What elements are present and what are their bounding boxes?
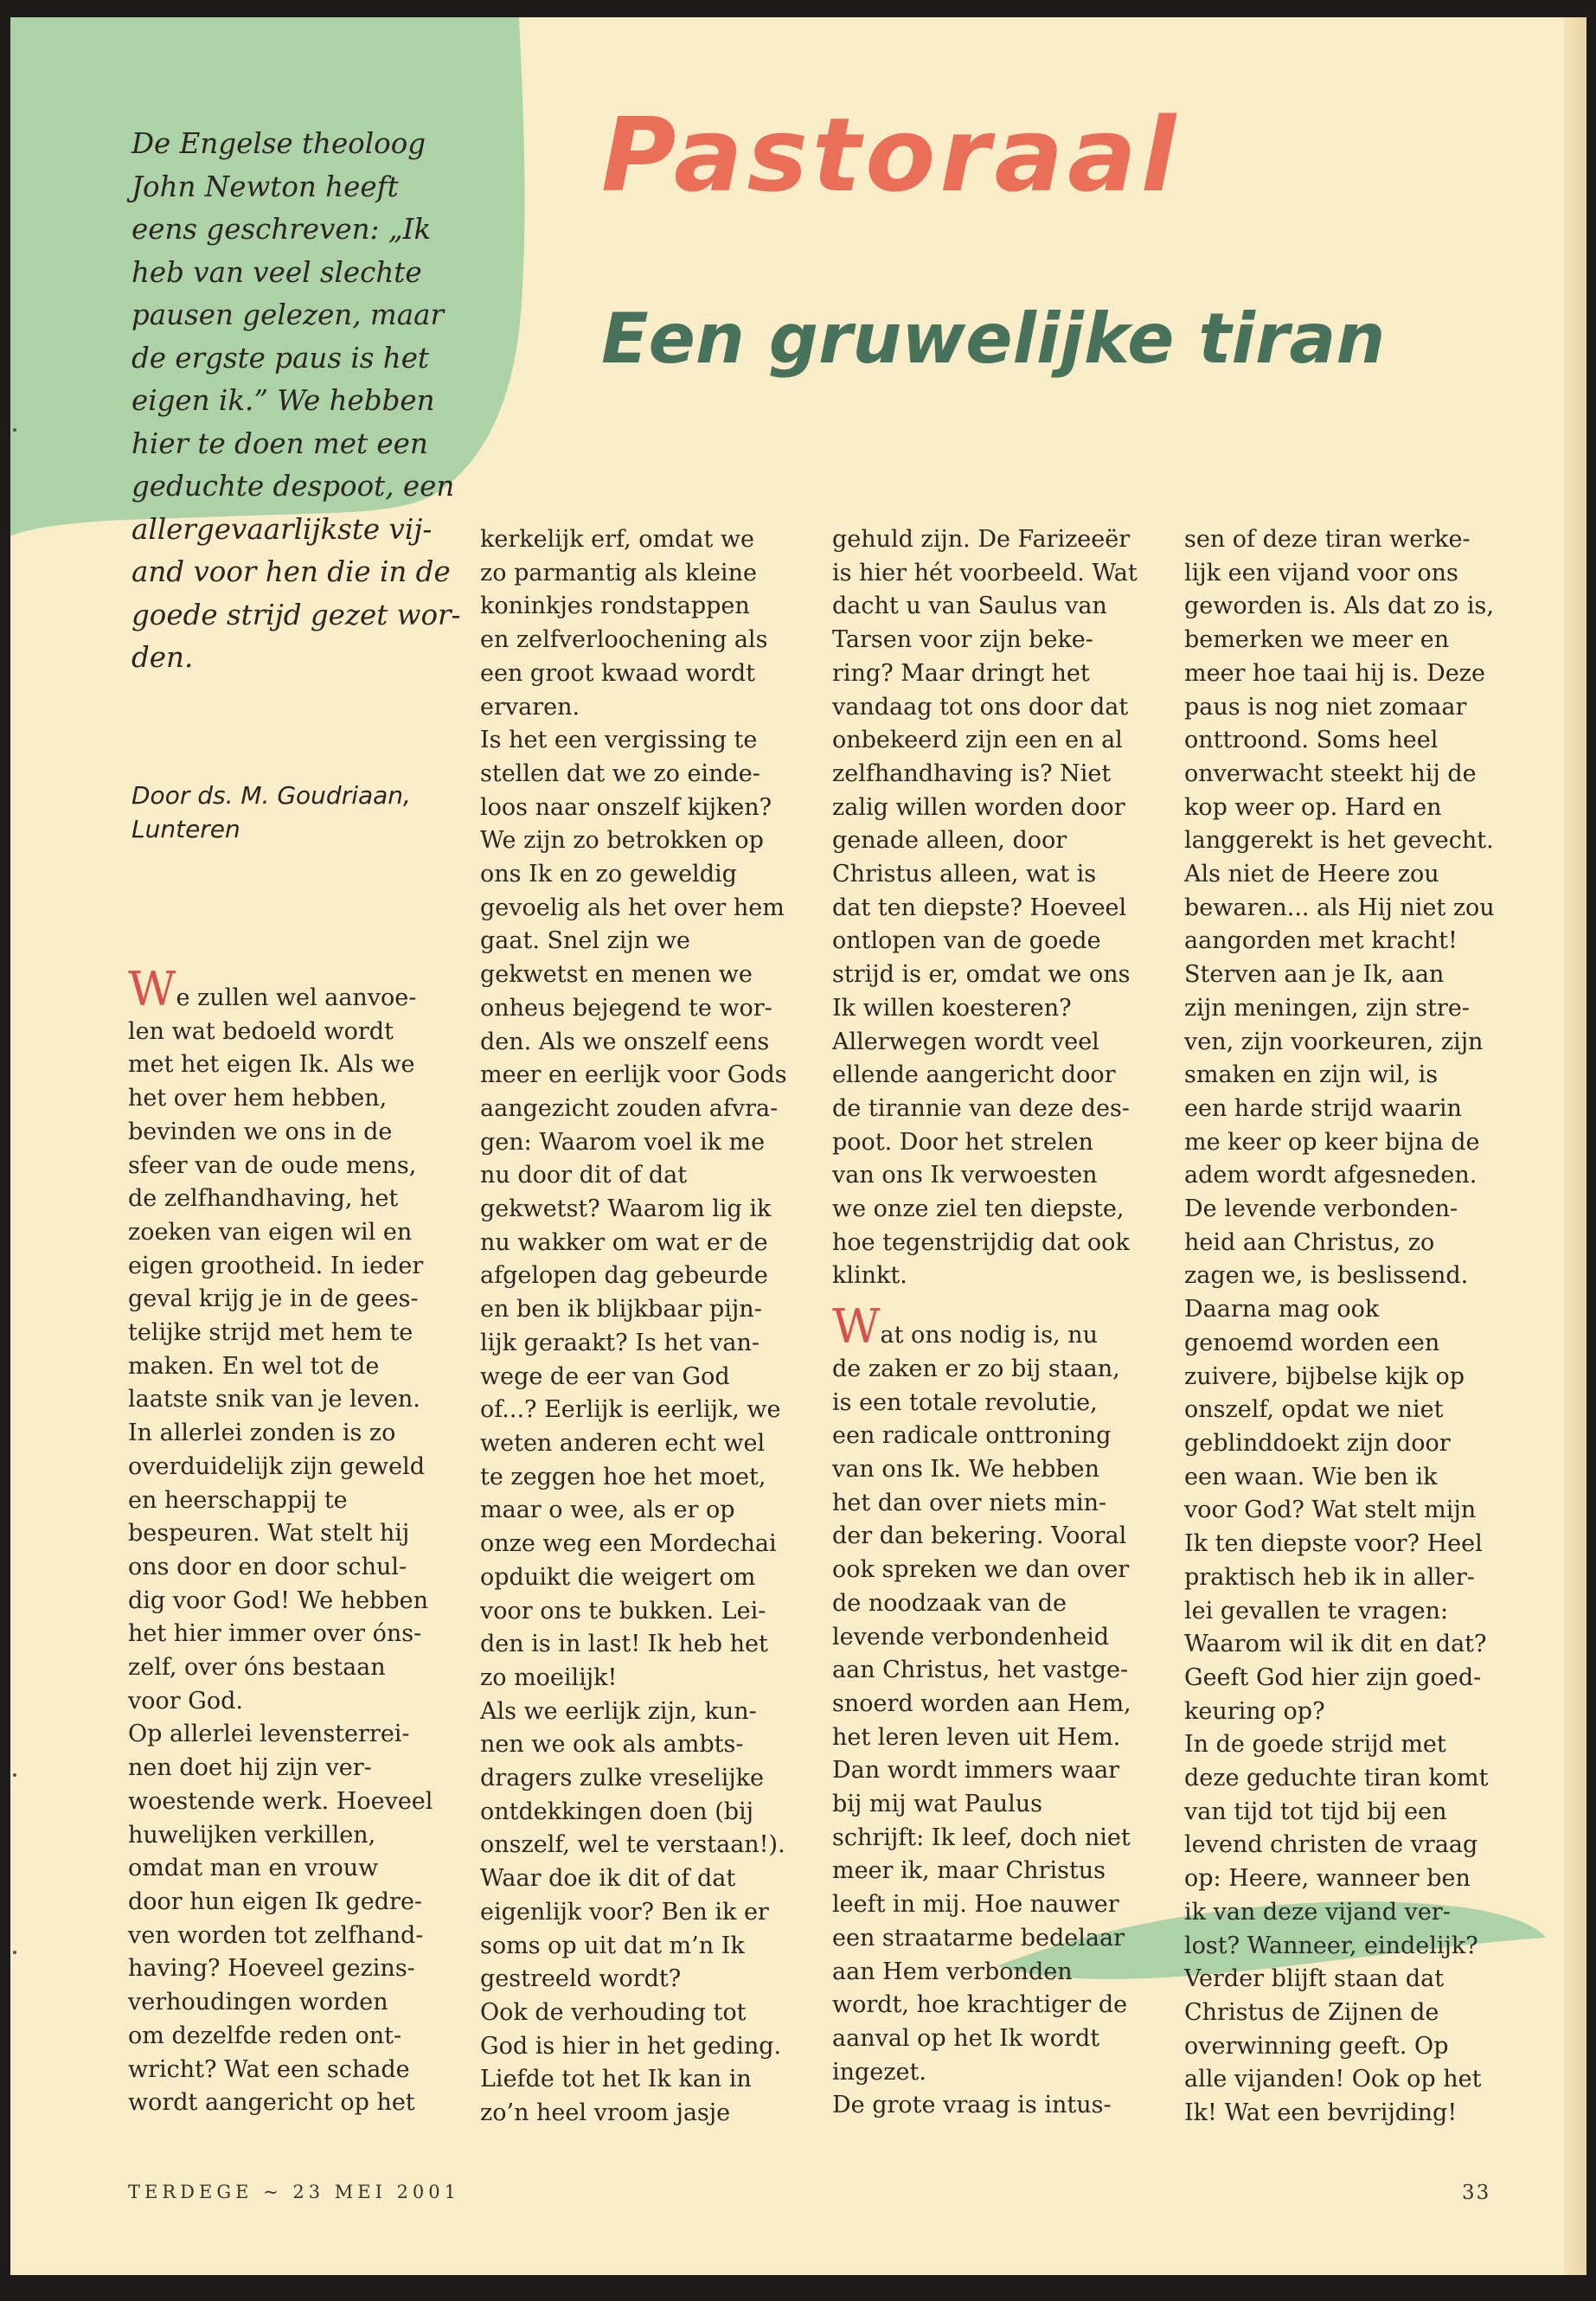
- intro-paragraph: De Engelse theoloog John Newton heeft eens geschreven: „Ik heb van veel slechte pausen gelezen, maar de ergste paus is het eigen ik.” We hebben hier te doen met een geduchte despoot, een allergevaarlijkste vij- and voor hen die in de goede strijd gezet wor- den.: [131, 127, 461, 674]
- body-column-1: [128, 962, 433, 2120]
- body-column-4: sen of deze tiran werke- lijk een vijand voor ons geworden is. Als dat zo is, bemerken we meer en meer hoe taai hij is. Deze paus is nog niet zomaar onttroond. Soms heel onverwacht steekt hij de kop weer op. Hard en langgerekt is het gevecht. Als niet de Heere zou bewaren... als Hij niet zou aangorden met kracht! Sterven aan je Ik, aan zijn meningen, zijn stre- ven, zijn voorkeuren, zijn smaken en zijn wil, is een harde strijd waarin me keer op keer bijna de adem wordt afgesneden. De levende verbonden- heid aan Christus, zo zagen we, is beslissend. Daarna mag ook genoemd worden een zuivere, bijbelse kijk op onszelf, opdat we niet geblinddoekt zijn door een waan. Wie ben ik voor God? Wat stelt mijn Ik ten diepste voor? Heel praktisch heb ik in aller- lei gevallen te vragen: Waarom wil ik dit en dat? Geeft God hier zijn goed- keuring op? In de goede strijd met deze geduchte tiran komt van tijd tot tijd bij een levend christen de vraag op: Heere, wanneer ben ik van deze vijand ver- lost? Wanneer, eindelijk? Verder blijft staan dat Christus de Zijnen de overwinning geeft. Op alle vijanden! Ook op het Ik! Wat een bevrijding!: [1184, 526, 1495, 2127]
- binding-mark: [13, 1951, 16, 1954]
- binding-mark: [13, 428, 16, 432]
- column-3-text-a: gehuld zijn. De Farizeeër is hier hét voorbeeld. Wat dacht u van Saulus van Tarsen voor zijn beke- ring? Maar dringt het vandaag tot ons door dat onbekeerd zijn een en al zelfhandhaving is? Niet zalig willen worden door genade alleen, door Christus alleen, wat is dat ten diepste? Hoeveel ontlopen van de goede strijd is er, omdat we ons Ik willen koesteren? Allerwegen wordt veel ellende aangericht door de tirannie van deze des- poot. Door het strelen van ons Ik verwoesten we onze ziel ten diepste, hoe tegenstrijdig dat ook klinkt.: [832, 526, 1138, 1290]
- publication-footer: TERDEGE ~ 23 MEI 2001: [128, 2182, 461, 2202]
- body-column-3: [832, 523, 1138, 2123]
- drop-cap: W: [128, 962, 176, 1016]
- drop-cap: W: [832, 1299, 881, 1355]
- section-title: Pastoraal: [601, 95, 1181, 215]
- page-number: 33: [1462, 2182, 1491, 2204]
- magazine-page: [10, 17, 1586, 2275]
- column-3-text-b: at ons nodig is, nu de zaken er zo bij staan, is een totale revolutie, een radicale onttroning van ons Ik. We hebben het dan over niets min- der dan bekering. Vooral ook spreken we dan over de noodzaak van de levende verbondenheid aan Christus, het vastge- snoerd worden aan Hem, het leren leven uit Hem. Dan wordt immers waar bij mij wat Paulus schrijft: Ik leef, doch niet meer ik, maar Christus leeft in mij. Hoe nauwer een straatarme bedelaar aan Hem verbonden wordt, hoe krachtiger de aanval op het Ik wordt ingezet. De grote vraag is intus-: [832, 1322, 1131, 2119]
- author-byline: Door ds. M. Goudriaan, Lunteren: [131, 781, 411, 843]
- binding-mark: [13, 1773, 16, 1777]
- column-1-text: e zullen wel aanvoe- len wat bedoeld wordt met het eigen Ik. Als we het over hem hebben, bevinden we ons in de sfeer van de oude mens, de zelfhandhaving, het zoeken van eigen wil en eigen grootheid. In ieder geval krijg je in de gees- telijke strijd met hem te maken. En wel tot de laatste snik van je leven. In allerlei zonden is zo overduidelijk zijn geweld en heerschappij te bespeuren. Wat stelt hij ons door en door schul- dig voor God! We hebben het hier immer over óns- zelf, over óns bestaan voor God. Op allerlei levensterrei- nen doet hij zijn ver- woestende werk. Hoeveel huwelijken verkillen, omdat man en vrouw door hun eigen Ik gedre- ven worden tot zelfhand- having? Hoeveel gezins- verhoudingen worden om dezelfde reden ont- wricht? Wat een schade wordt aangericht op het: [128, 984, 433, 2117]
- article-title: Een gruwelijke tiran: [601, 298, 1386, 379]
- body-column-2: kerkelijk erf, omdat we zo parmantig als kleine koninkjes rondstappen en zelfverloochening als een groot kwaad wordt ervaren. Is het een vergissing te stellen dat we zo einde- loos naar onszelf kijken? We zijn zo betrokken op ons Ik en zo geweldig gevoelig als het over hem gaat. Snel zijn we gekwetst en menen we onheus bejegend te wor- den. Als we onszelf eens meer en eerlijk voor Gods aangezicht zouden afvra- gen: Waarom voel ik me nu door dit of dat gekwetst? Waarom lig ik nu wakker om wat er de afgelopen dag gebeurde en ben ik blijkbaar pijn- lijk geraakt? Is het van- wege de eer van God of...? Eerlijk is eerlijk, we weten anderen echt wel te zeggen hoe het moet, maar o wee, als er op onze weg een Mordechai opduikt die weigert om voor ons te bukken. Lei- den is in last! Ik heb het zo moeilijk! Als we eerlijk zijn, kun- nen we ook als ambts- dragers zulke vreselijke ontdekkingen doen (bij onszelf, wel te verstaan!). Waar doe ik dit of dat eigenlijk voor? Ben ik er soms op uit dat m’n Ik gestreeld wordt? Ook de verhouding tot God is hier in het geding. Liefde tot het Ik kan in zo’n heel vroom jasje: [480, 526, 787, 2127]
